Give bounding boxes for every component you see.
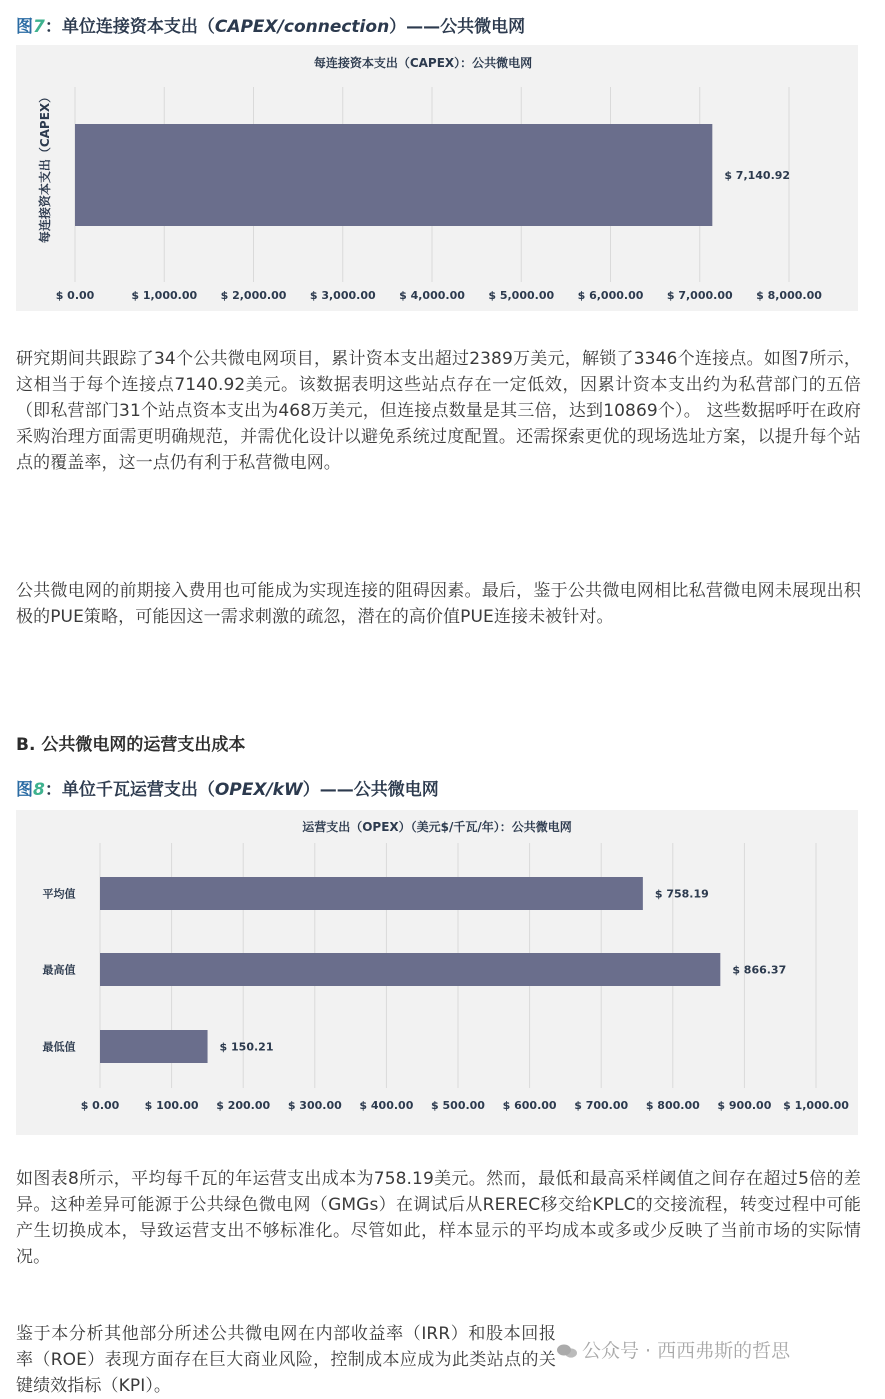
x-tick-label: $ 8,000.00 <box>756 289 822 302</box>
paragraph-1: 研究期间共跟踪了34个公共微电网项目，累计资本支出超过2389万美元，解锁了3346个连接点。如图7所示，这相当于每个连接点7140.92美元。该数据表明这些站点存在一定低效，因累计资本支出约为私营部门的五倍（即私营部门31个站点资本支出为468万美元，但连接点数量是其三倍，达到10869个）。 这些数据呼吁在政府采购治理方面需更明确规范，并需优化设计以避免系统过度配置。还需探索更优的现场选址方案，以提升每个站点的覆盖率，这一点仍有利于私营微电网。 <box>16 349 861 473</box>
x-tick-label: $ 0.00 <box>80 1099 120 1112</box>
figure-7-chart <box>16 45 858 311</box>
wechat-icon <box>556 1343 578 1359</box>
bar <box>75 124 712 226</box>
paragraph-3: 如图表8所示，平均每千瓦的年运营支出成本为758.19美元。然而，最低和最高采样阈值之间存在超过5倍的差异。这种差异可能源于公共绿色微电网（GMGs）在调试后从REREC移交给KPLC的交接流程，转变过程中可能产生切换成本，导致运营支出不够标准化。尽管如此，样本显示的平均成本或多或少反映了当前市场的实际情况。 <box>16 1169 861 1267</box>
category-label: 最低值 <box>42 1040 76 1054</box>
bar-value-label: $ 150.21 <box>219 1040 274 1054</box>
chart-7-title: 每连接资本支出（CAPEX）：公共微电网 <box>313 56 533 70</box>
figure-8-chart <box>16 810 858 1135</box>
bar <box>100 1030 208 1063</box>
figure-7-chart-svg <box>16 45 858 311</box>
x-tick-label: $ 6,000.00 <box>577 289 644 302</box>
figure-7-caption-text: ：单位连接资本支出（ <box>44 17 215 37</box>
x-tick-label: $ 3,000.00 <box>309 289 376 302</box>
chart-7-ylabel: 每连接资本支出（CAPEX） <box>38 90 52 244</box>
watermark <box>556 1336 790 1363</box>
x-tick-label: $ 1,000.00 <box>131 289 198 302</box>
x-tick-label: $ 600.00 <box>502 1099 557 1112</box>
figure-8-number: 8 <box>33 780 45 800</box>
x-tick-label: $ 800.00 <box>645 1099 700 1112</box>
paragraph-2: 公共微电网的前期接入费用也可能成为实现连接的阻碍因素。最后，鉴于公共微电网相比私营微电网未展现出积极的PUE策略，可能因这一需求刺激的疏忽，潜在的高价值PUE连接未被针对。 <box>16 581 861 627</box>
bar-value-label: $ 758.19 <box>654 887 709 901</box>
figure-7-caption-end: ）——公共微电网 <box>389 17 526 37</box>
category-label: 平均值 <box>42 887 76 901</box>
x-tick-label: $ 400.00 <box>359 1099 414 1112</box>
figure-7-number: 7 <box>33 17 45 37</box>
figure-7-caption <box>16 12 525 37</box>
figure-8-prefix: 图 <box>16 780 33 800</box>
x-tick-label: $ 4,000.00 <box>399 289 465 302</box>
paragraph-4: 鉴于本分析其他部分所述公共微电网在内部收益率（IRR）和股本回报率（ROE）表现方面存在巨大商业风险，控制成本应成为此类站点的关键绩效指标（KPI）。 <box>16 1324 556 1396</box>
figure-8-chart-svg <box>16 810 858 1135</box>
x-tick-label: $ 0.00 <box>55 289 95 302</box>
x-tick-label: $ 300.00 <box>287 1099 342 1112</box>
bar-value-label: $ 7,140.92 <box>724 169 791 182</box>
x-tick-label: $ 2,000.00 <box>220 289 287 302</box>
figure-8-caption-text: ：单位千瓦运营支出（ <box>44 780 215 800</box>
x-tick-label: $ 7,000.00 <box>666 289 733 302</box>
chart-8-title: 运营支出（OPEX）（美元$/千瓦/年）：公共微电网 <box>302 820 572 834</box>
x-tick-label: $ 100.00 <box>144 1099 199 1112</box>
x-tick-label: $ 5,000.00 <box>488 289 555 302</box>
x-tick-label: $ 900.00 <box>717 1099 772 1112</box>
x-tick-label: $ 200.00 <box>216 1099 271 1112</box>
x-tick-label: $ 500.00 <box>431 1099 485 1112</box>
watermark-text: 公众号 · 西西弗斯的哲思 <box>582 1340 791 1362</box>
bar-value-label: $ 866.37 <box>732 963 787 977</box>
category-label: 最高值 <box>42 963 76 977</box>
section-heading: B. 公共微电网的运营支出成本 <box>16 735 246 755</box>
figure-7-prefix: 图 <box>16 17 33 37</box>
figure-8-caption <box>16 775 439 800</box>
figure-8-caption-en: OPEX/kW <box>214 780 303 800</box>
x-tick-label: $ 700.00 <box>574 1099 629 1112</box>
x-tick-label: $ 1,000.00 <box>783 1099 849 1112</box>
figure-7-caption-en: CAPEX/connection <box>214 17 390 37</box>
bar <box>100 953 720 986</box>
figure-8-caption-end: ）——公共微电网 <box>302 780 439 800</box>
bar <box>100 877 643 910</box>
